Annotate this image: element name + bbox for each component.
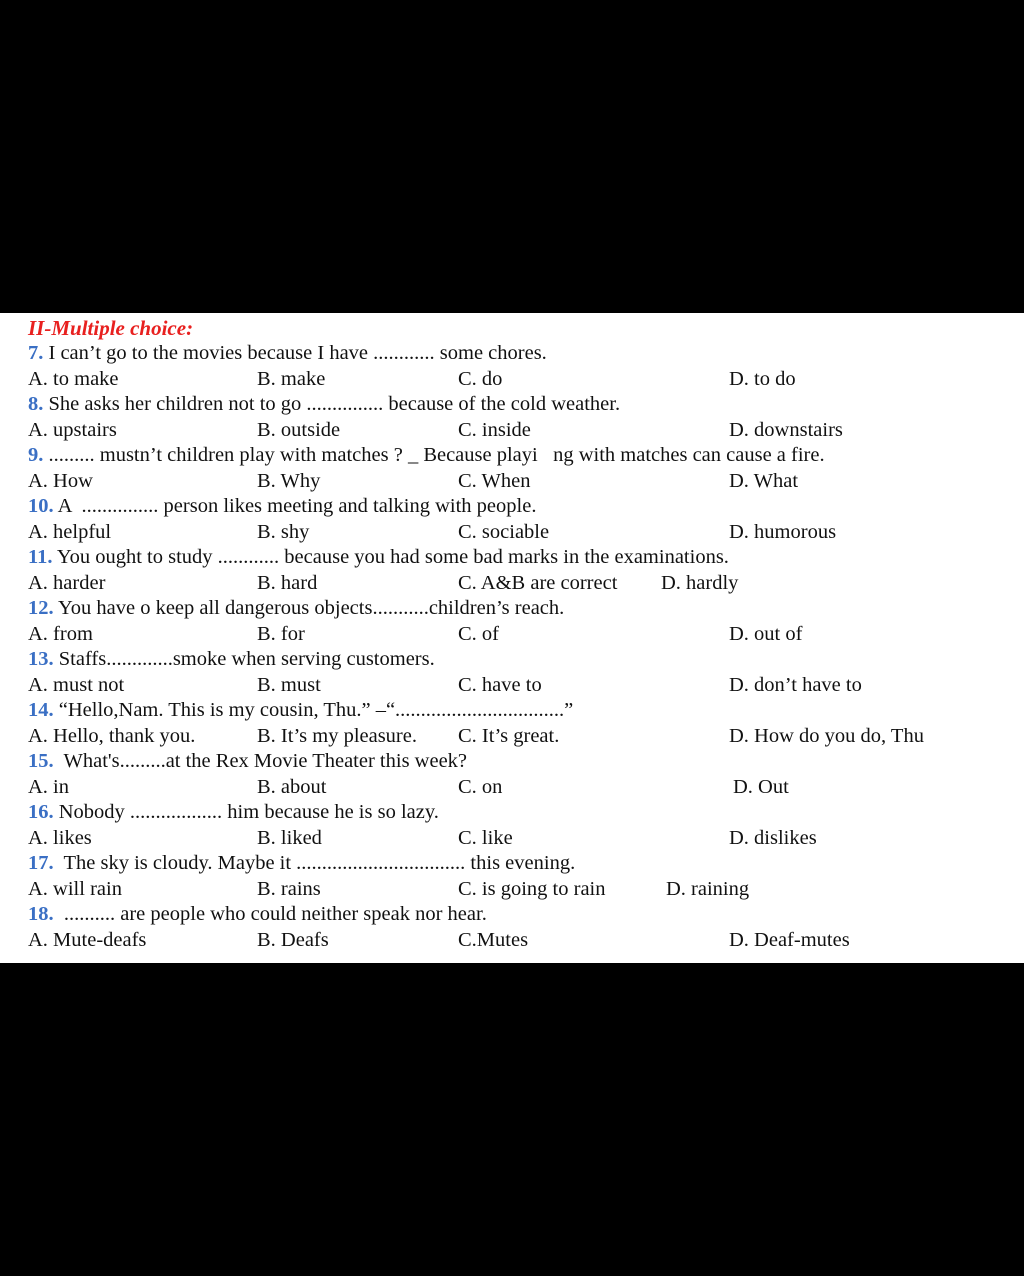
option-b: B. rains [257, 877, 321, 900]
option-b: B. liked [257, 826, 322, 849]
option-c: C. When [458, 469, 531, 492]
option-c: C. sociable [458, 520, 550, 543]
option-a: A. Hello, thank you. [28, 724, 196, 747]
question-text: Nobody .................. him because he is so lazy. [53, 801, 439, 823]
option-b: B. must [257, 673, 321, 696]
worksheet [0, 313, 1024, 963]
option-c: C. like [458, 826, 513, 849]
question-text: The sky is cloudy. Maybe it ................................. this evening. [53, 852, 576, 874]
question-7 [28, 341, 547, 367]
question-number: 13. [28, 648, 54, 670]
question-number: 15. [28, 750, 54, 772]
option-d: D. Deaf-mutes [729, 928, 850, 951]
option-d: D. dislikes [729, 826, 817, 849]
question-text: A ............... person likes meeting and talking with people. [53, 495, 537, 517]
question-text: You ought to study ............ because you had some bad marks in the examinations. [52, 546, 729, 568]
option-a: A. harder [28, 571, 106, 594]
question-text: .......... are people who could neither speak nor hear. [53, 903, 487, 925]
option-c: C.Mutes [458, 928, 529, 951]
option-c: C. do [458, 367, 503, 390]
option-c: C. A&B are correct [458, 571, 618, 594]
question-15 [28, 749, 467, 775]
option-a: A. will rain [28, 877, 122, 900]
question-17 [28, 851, 575, 877]
option-c: C. It’s great. [458, 724, 560, 747]
question-9 [28, 443, 825, 469]
question-number: 8. [28, 393, 44, 415]
question-text: “Hello,Nam. This is my cousin, Thu.” –“.................................” [53, 699, 574, 721]
option-d: D. downstairs [729, 418, 843, 441]
option-a: A. helpful [28, 520, 112, 543]
question-10 [28, 494, 536, 520]
option-a: A. to make [28, 367, 119, 390]
option-a: A. from [28, 622, 93, 645]
question-text: She asks her children not to go ............... because of the cold weather. [43, 393, 621, 415]
option-c: C. on [458, 775, 503, 798]
option-b: B. hard [257, 571, 318, 594]
question-18 [28, 902, 487, 928]
option-c: C. of [458, 622, 499, 645]
question-text: Staffs.............smoke when serving customers. [53, 648, 435, 670]
option-a: A. Mute-deafs [28, 928, 147, 951]
option-d: D. How do you do, Thu [729, 724, 924, 747]
option-d: D. to do [729, 367, 796, 390]
option-c: C. inside [458, 418, 531, 441]
option-d: D. humorous [729, 520, 837, 543]
question-text: You have o keep all dangerous objects...........children’s reach. [53, 597, 565, 619]
option-a: A. likes [28, 826, 92, 849]
question-text: I can’t go to the movies because I have ............ some chores. [43, 342, 547, 364]
option-c: C. have to [458, 673, 542, 696]
option-b: B. It’s my pleasure. [257, 724, 417, 747]
option-c: C. is going to rain [458, 877, 606, 900]
option-d: D. raining [666, 877, 750, 900]
section-title: II-Multiple choice: [28, 316, 194, 340]
option-b: B. for [257, 622, 305, 645]
question-text: ......... mustn’t children play with matches ? _ Because playi ng with matches can cause a fire. [43, 444, 825, 466]
option-a: A. upstairs [28, 418, 117, 441]
option-b: B. make [257, 367, 326, 390]
question-number: 7. [28, 342, 44, 364]
question-8 [28, 392, 620, 418]
option-a: A. in [28, 775, 69, 798]
option-d: D. out of [729, 622, 803, 645]
question-number: 10. [28, 495, 54, 517]
question-number: 17. [28, 852, 54, 874]
option-b: B. outside [257, 418, 341, 441]
option-d: D. Out [733, 775, 789, 798]
option-d: D. What [729, 469, 799, 492]
option-a: A. How [28, 469, 93, 492]
question-number: 18. [28, 903, 54, 925]
question-16 [28, 800, 439, 826]
option-b: B. about [257, 775, 327, 798]
option-a: A. must not [28, 673, 125, 696]
question-14 [28, 698, 573, 724]
option-b: B. Why [257, 469, 321, 492]
question-number: 9. [28, 444, 44, 466]
question-text: What's.........at the Rex Movie Theater this week? [53, 750, 468, 772]
question-13 [28, 647, 435, 673]
question-number: 12. [28, 597, 54, 619]
question-number: 16. [28, 801, 54, 823]
question-number: 11. [28, 546, 53, 568]
option-b: B. Deafs [257, 928, 329, 951]
option-b: B. shy [257, 520, 310, 543]
question-number: 14. [28, 699, 54, 721]
option-d: D. don’t have to [729, 673, 862, 696]
question-11 [28, 545, 729, 571]
option-d: D. hardly [661, 571, 739, 594]
question-12 [28, 596, 564, 622]
